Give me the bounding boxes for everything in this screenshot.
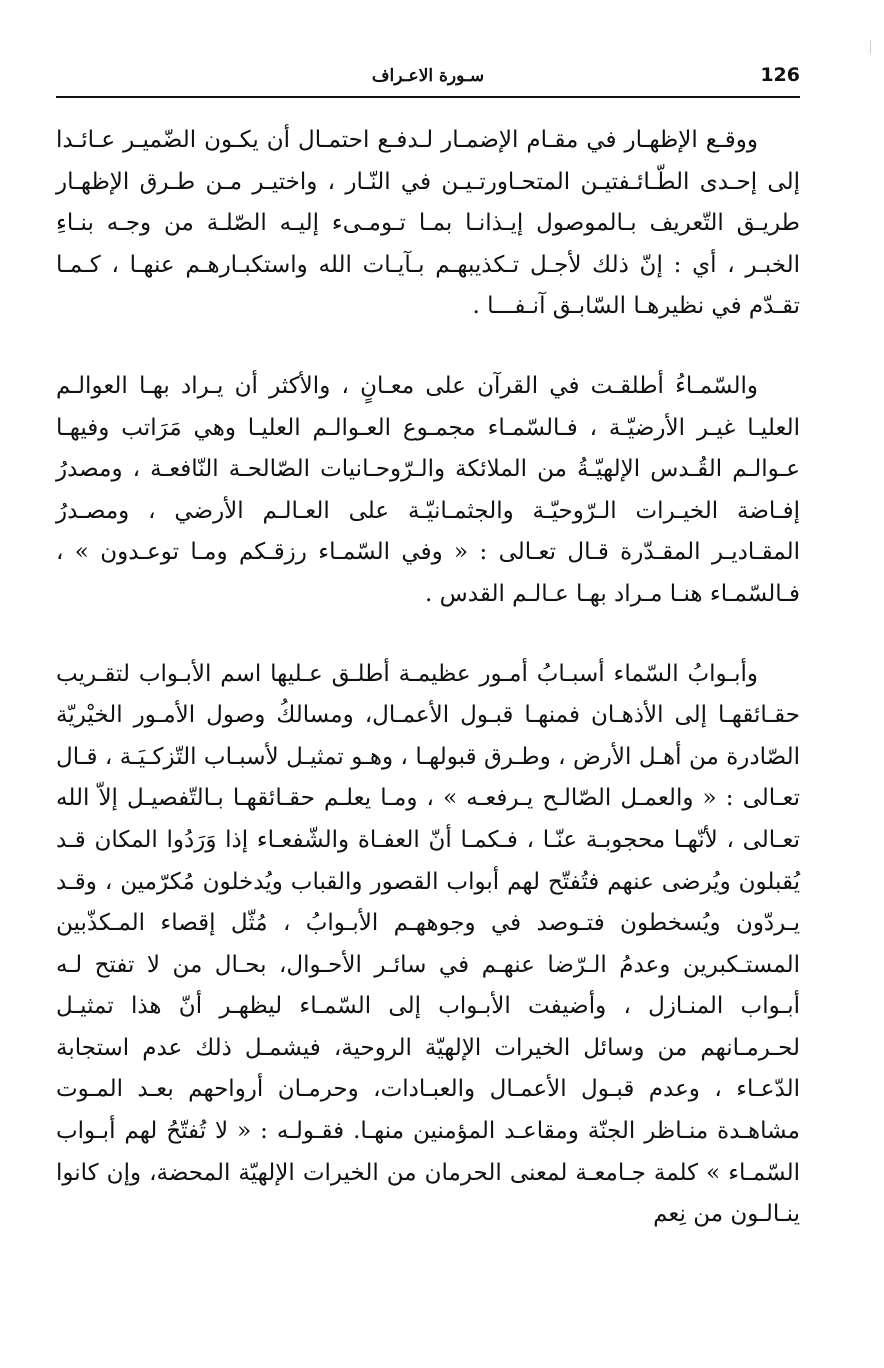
running-title: سـورة الاعـراف (371, 66, 485, 86)
paragraph (56, 366, 800, 616)
paragraph-text: وأبـوابُ السّماء أسبـابُ أمـور عظيمـة أطلـق عـليها اسم الأبـواب لتقـريب حقـائقهـا إلى الأذهـان فمنهـا قبـول الأعمـال، ومسالكُ وصول الأمـور الخيْريّة الصّادرة من أهـل الأرض ، وطـرق قبولهـا ، وهـو تمثيـل لأسبـاب التّزكـيَـة ، قـال تعـالى : « والعمـل الصّالـح يـرفعـه » ، ومـا يعلـم حقـائقهـا بـالتّفصيـل إلاّ الله تعـالى ، لأنّهـا محجوبـة عنّـا ، فـكمـا أنّ العفـاة والشّفعـاء إذا وَرَدُوا المكان قـد يُقبلون ويُرضى عنهم فتُفتّح لهم أبواب القصور والقباب ويُدخلون مُكرّمين ، وقـد يـردّون ويُسخطون فتـوصد في وجوههـم الأبـوابُ ، مُثّل إقصاء المـكذّبين المستـكبرين وعدمُ الـرّضا عنهـم في سائـر الأحـوال، بحـال من لا تفتح لـه أبـواب المنـازل ، وأضيفت الأبـواب إلى السّمـاء ليظهـر أنّ هذا تمثيـل لحـرمـانهم من وسائل الخيرات الإلهيّة الروحية، فيشمـل ذلك عدم استجابة الدّعـاء ، وعدم قبـول الأعمـال والعبـادات، وحرمـان أرواحهم بعـد المـوت مشاهـدة منـاظر الجنّة ومقاعـد المؤمنين منهـا. فقـولـه : « لا تُفتّحُ لهم أبـواب السّمـاء » كلمة جـامعـة لمعنى الحرمان من الخيرات الإلهيّة المحضة، وإن كانوا ينـالـون من نِعم (56, 660, 800, 1228)
page-body (56, 120, 800, 1236)
paragraph-text: والسّمـاءُ أطلقـت في القرآن على معـانٍ ، والأكثر أن يـراد بهـا العوالـم العليـا غيـر الأرضيّـة ، فـالسّمـاء مجمـوع العـوالـم العليـا وهي مَرَاتب وفيهـا عـوالـم القُـدس الإلهيّـةُ من الملائكة والـرّوحـانيات الصّالحـة النّافعـة ، ومصدرُ إفـاضة الخيـرات الـرّوحيّـة والجثمـانيّـة على العـالـم الأرضي ، ومصـدرُ المقـاديـر المقـدّرة قـال تعـالى : « وفي السّمـاء رزقـكم ومـا توعـدون » ، فـالسّمـاء هنـا مـراد بهـا عـالـم القدس . (56, 372, 800, 607)
paragraph (56, 654, 800, 1236)
scan-mark (870, 40, 871, 54)
paragraph-text: ووقـع الإظهـار في مقـام الإضمـار لـدفـع احتمـال أن يكـون الضّميـر عـائـدا إلى إحـدى الطّـائـفتيـن المتحـاورتـيـن في النّـار ، واختيـر مـن طـرق الإظهـار طريـق التّعريف بـالموصول إيـذانـا بمـا تـومـىء إليـه الصّلـة من وجـه بنـاءِ الخبـر ، أي : إنّ ذلك لأجـل تـكذيبهـم بـآيـات الله واستكبـارهـم عنهـا ، كـمـا تقـدّم في نظيرهـا السّابـق آنـفـــا . (56, 127, 800, 320)
paragraph (56, 120, 800, 328)
page-header (56, 58, 800, 98)
page-number: 126 (760, 64, 800, 86)
header-rule (56, 96, 800, 98)
